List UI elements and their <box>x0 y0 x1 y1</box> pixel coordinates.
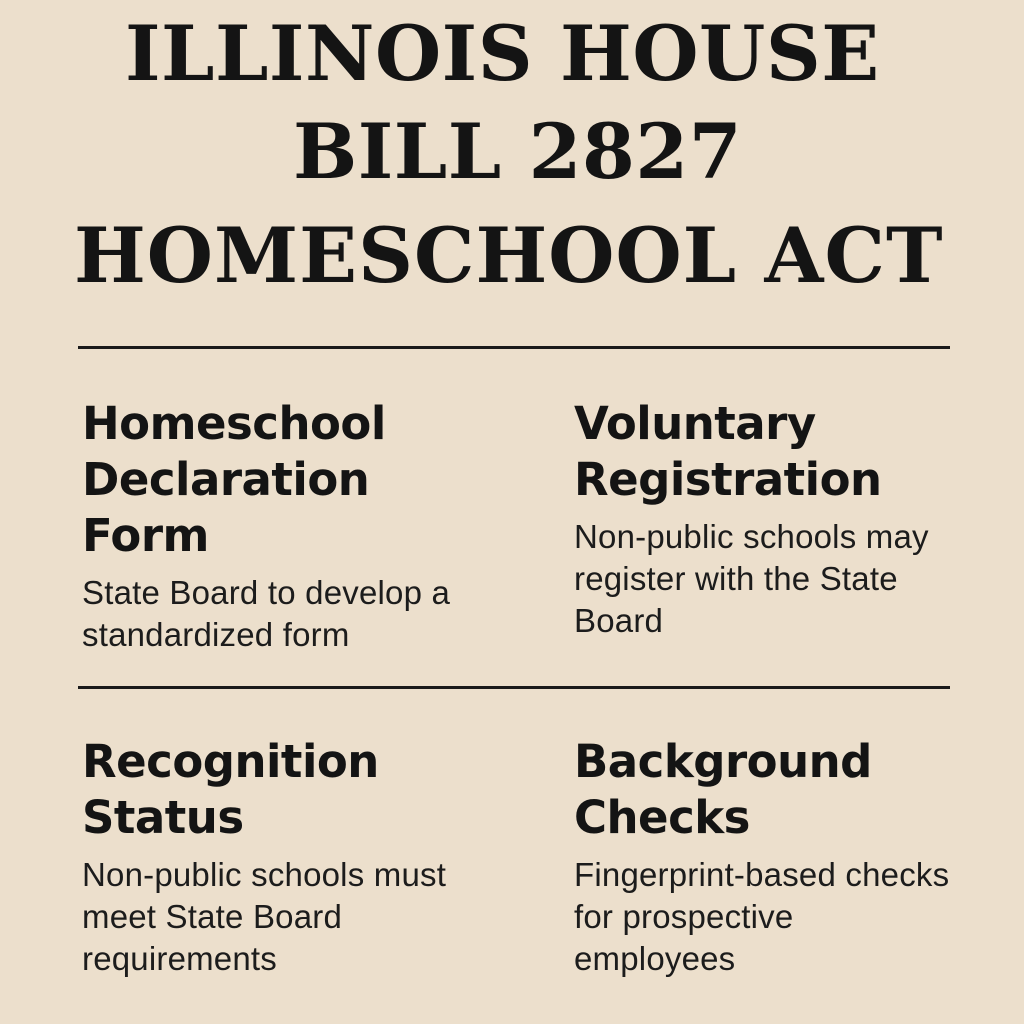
description-line: meet State Board <box>82 898 343 935</box>
section-voluntary-registration <box>574 396 994 642</box>
title-line-1: ILLINOIS HOUSE <box>125 9 880 98</box>
section-description <box>574 516 994 642</box>
section-heading <box>82 734 502 846</box>
divider-middle <box>78 686 950 689</box>
description-line: requirements <box>82 940 277 977</box>
title-line-2: BILL 2827 <box>293 107 743 196</box>
heading-line: Registration <box>574 453 882 506</box>
heading-line: Declaration Form <box>82 453 370 562</box>
heading-line: Checks <box>574 791 750 844</box>
heading-line: Voluntary <box>574 397 816 450</box>
title-line-3: HOMESCHOOL ACT <box>74 211 944 300</box>
description-line: Fingerprint-based checks <box>574 856 950 893</box>
section-heading <box>574 734 994 846</box>
heading-line: Background <box>574 735 872 788</box>
description-line: Non-public schools may <box>574 518 929 555</box>
section-background-checks <box>574 734 994 980</box>
heading-line: Recognition <box>82 735 379 788</box>
description-line: Non-public schools must <box>82 856 447 893</box>
description-line: employees <box>574 940 736 977</box>
section-recognition-status <box>82 734 502 980</box>
description-line: State Board to develop a <box>82 574 451 611</box>
description-line: register with the State <box>574 560 898 597</box>
divider-top <box>78 346 950 349</box>
section-description <box>82 572 502 656</box>
section-heading <box>82 396 502 564</box>
description-line: for prospective <box>574 898 794 935</box>
section-homeschool-declaration-form <box>82 396 502 656</box>
heading-line: Status <box>82 791 244 844</box>
section-heading <box>574 396 994 508</box>
document-title <box>0 0 1024 340</box>
description-line: Board <box>574 602 664 639</box>
section-description <box>82 854 502 980</box>
section-description <box>574 854 994 980</box>
description-line: standardized form <box>82 616 350 653</box>
heading-line: Homeschool <box>82 397 386 450</box>
